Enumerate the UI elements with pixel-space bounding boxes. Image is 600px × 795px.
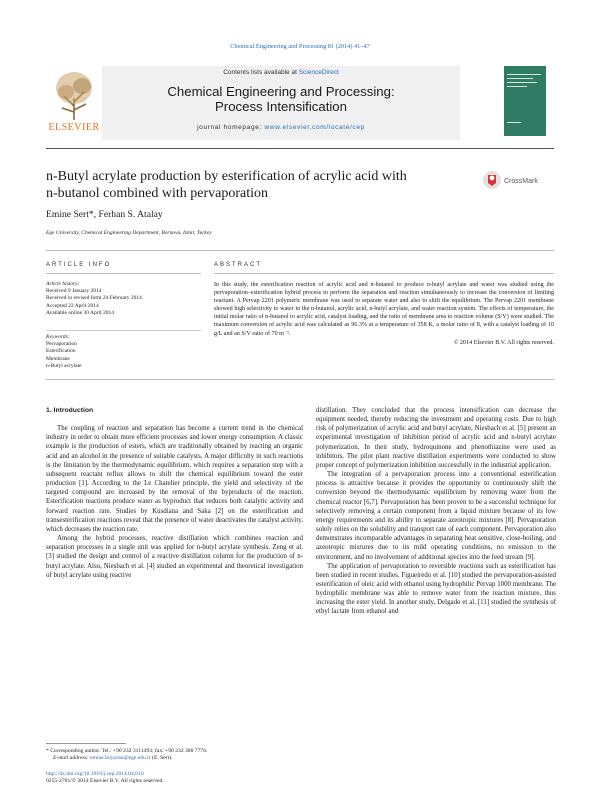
history-item: Received 9 January 2014 (46, 288, 102, 295)
email-label: E-mail address: (53, 755, 91, 762)
article-title-line1: n-Butyl acrylate production by esterification of acrylic acid with (46, 169, 407, 184)
body-paragraph: Among the hybrid processes, reactive distillation which combines reaction and separation processes in a single unit was applied for n-butyl acrylate synthesis. Zeng et al. [3] studied the design and control of a reactive distillation column for the production of n-butyl acrylate. Also, Niesbach et al. [4] studied an experimental and theoretical investigation of butyl acrylate using reactive (46, 535, 303, 579)
footnote-rule (46, 743, 126, 744)
doi-block (46, 771, 164, 785)
info-top-rule (46, 250, 554, 251)
keywords (46, 334, 206, 370)
journal-reference[interactable]: Chemical Engineering and Processing 81 (2014) 41–47 (230, 43, 370, 50)
abstract-body (214, 281, 554, 347)
article-title-line2: n-butanol combined with pervaporation (46, 186, 268, 201)
journal-homepage (102, 124, 460, 131)
authors: Emine Sert*, Ferhan S. Atalay (46, 209, 163, 220)
journal-cover-thumbnail (504, 66, 546, 136)
header-rule (46, 148, 554, 149)
abstract-text: In this study, the esterification reaction of acrylic acid and n-butanol to produce n-butyl acrylate and water was studied using the pervaporation–esterification hybrid process to perform the separation and reaction simultaneously to increase the conversion of limiting reactant. A Pervap 2201 polymeric membrane was used to separate water and also to shift the equilibrium. The Pervap 2201 membrane showed high selectivity to water in the n-butanol, acrylic acid, n-butyl acrylate, and water reaction system. The effects of temperature, the initial molar ratio of n-butanol to acrylic acid, catalyst loading, and the ratio of membrane area to reaction volume (S/V) were studied. The maximum conversion of acrylic acid was calculated as 96.3% at a temperature of 358 K, a molar ratio of 8, with a catalyst loading of 10 g/L and an S/V ratio of 70 m⁻¹. (214, 282, 554, 337)
homepage-link[interactable]: www.elsevier.com/locate/cep (264, 124, 365, 131)
article-history (46, 281, 206, 317)
contents-prefix: Contents lists available at (223, 69, 299, 76)
keywords-rule (46, 330, 201, 331)
body-column-right (316, 406, 556, 617)
journal-masthead (46, 66, 546, 144)
copyright: © 2014 Elsevier B.V. All rights reserved. (453, 339, 554, 346)
journal-title-line1: Chemical Engineering and Processing: (167, 84, 395, 99)
keyword: Pervaporation (46, 341, 77, 348)
affiliation: Ege University, Chemical Engineering Department, Bornova, Izmir, Turkey (46, 230, 212, 236)
keywords-label: Keywords: (46, 334, 70, 340)
corresponding-author: * Corresponding author. Tel.: +90 232 3111493; fax: +90 232 388 7776. (46, 748, 208, 754)
sciencedirect-link[interactable]: ScienceDirect (298, 69, 339, 76)
body-paragraph: The integration of a pervaporation process into a conventional esterification process is attractive because it provides the opportunity to continuously shift the conversion beyond the thermodynamic equilibrium by removing water from the chemical reactor [6,7]. Pervaporation has been proven to be a successful technique for selectively removing a certain component from a liquid mixture because of its low energy requirements and its ability to separate azeotropic mixtures [8]. Pervaporation solely relies on the solubility and transport rate of each component. Pervaporation also demonstrates incomparable advantages in separating heat sensitive, close-boiling, and azeotropic mixtures due to its mild operating conditions, no emission to the environment, and no involvement of additional species into the feed stream [9]. (316, 471, 556, 561)
keyword: Membrane (46, 355, 70, 362)
email-link[interactable]: emine.buyuran@ege.edu.tr (90, 755, 151, 762)
history-item: Available online 30 April 2014 (46, 309, 115, 316)
elsevier-wordmark: ELSEVIER (48, 122, 100, 133)
email-suffix: (E. Sert). (150, 755, 173, 762)
history-label: Article history: (46, 281, 80, 287)
body-paragraph: distillation. They concluded that the process intensification can decrease the equipment needed, thereby reducing the investment and operating costs. Due to high risk of polymerization of acrylic acid and butyl acrylate, Niesbach et al. [5] present an experimental investigation of inhibition period of acrylic acid and n-butyl acrylate polymerization. In their study, hydroquinone and phenothiazine were used as inhibitors. The pilot plant reactive distillation experiments were conducted to show proper concept of polymerization inhibition successfully in the industrial application. (316, 407, 556, 469)
email-line (46, 755, 306, 762)
crossmark-badge[interactable] (482, 168, 557, 192)
journal-title (102, 84, 460, 114)
keyword: Esterification (46, 348, 76, 355)
abstract-bottom-rule (46, 379, 554, 380)
history-item: Accepted 22 April 2014 (46, 302, 99, 309)
body-paragraph: The coupling of reaction and separation has become a current trend in the chemical industry in order to obtain more efficient processes and lower energy consumption. A classic example is the production of esters, which are traditionally obtained by reacting an organic acid and an alcohol in the presence of suitable catalysts. A major difficulty in such reactions is the limitation by the thermodynamic equilibrium, which requires a separation step with a subsequent reactant reflux allows to shift the chemical equilibrium toward the ester production [1]. According to the Le Chatelier principle, the yield and selectivity of the targeted compound are increased by the removal of the byproducts of the reaction. Esterification reactions produce water as byproduct that reduces both catalytic activity and forward reaction rate. Studies by Kusdiana and Saka [2] on the esterification and transesterification reactions reveal that the presence of water deactivates the catalyst activity, which decreases the reaction rate. (46, 425, 303, 533)
section-heading-introduction: 1. Introduction (46, 407, 94, 414)
journal-title-line2: Process Intensification (215, 99, 347, 114)
abstract-rule (214, 273, 554, 274)
issn-line: 0255-2701/© 2014 Elsevier B.V. All rights reserved. (46, 778, 164, 785)
footnote (46, 748, 306, 762)
article-info-rule (46, 273, 201, 274)
crossmark-label: CrossMark (504, 178, 538, 185)
abstract-heading: ABSTRACT (214, 262, 263, 268)
homepage-prefix: journal homepage: (197, 124, 265, 131)
article-title (46, 168, 476, 202)
history-item: Received in revised form 24 February 2014 (46, 295, 142, 302)
doi-link[interactable]: http://dx.doi.org/10.1016/j.cep.2014.04.010 (46, 771, 144, 777)
body-paragraph: The application of pervaporation to reversible reactions such as esterification has been studied in recent studies. Figueiredo et al. [10] studied the pervaporation-assisted esterification of oleic acid with ethanol using hydrophilic Pervap 1000 membrane. The hydrophilic membrane was able to remove water from the reaction mixture, thus increasing the ester yield. In another study, Delgado et al. [11] studied the synthesis of ethyl lactate from ethanol and (316, 562, 556, 616)
contents-line (102, 69, 460, 76)
keyword: n-Butyl acrylate (46, 362, 82, 369)
body-column-left (46, 406, 303, 580)
article-info-heading: ARTICLE INFO (46, 262, 112, 268)
